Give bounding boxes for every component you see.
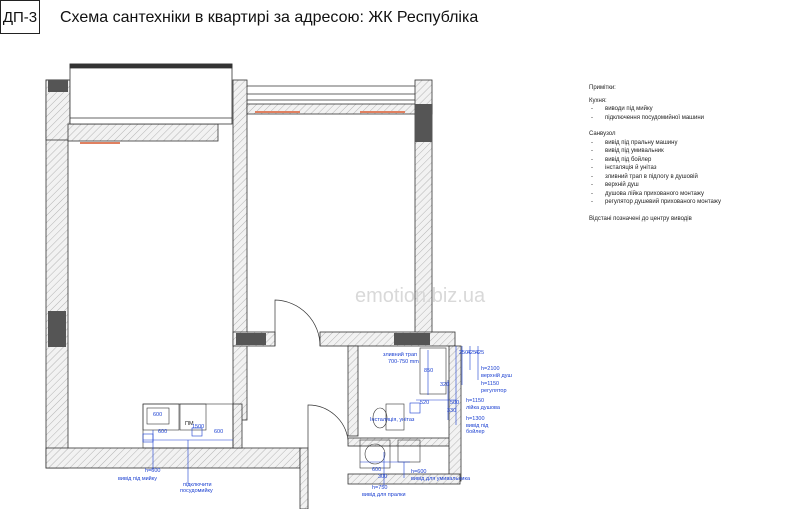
list-item: - інсталяція й унітаз (589, 164, 721, 173)
handshower-label: лійка душова (466, 405, 500, 411)
boiler-label: вивід під (466, 423, 489, 429)
list-item: - душова лійка прихованого монтажу (589, 190, 721, 199)
regulator-height: h=1150 (481, 381, 500, 387)
list-item: - вивід під бойлер (589, 156, 721, 165)
door-swing (308, 405, 348, 448)
dim-label: 600 (158, 429, 168, 435)
outlet-marker (143, 434, 153, 442)
handshower-height: h=1150 (466, 398, 485, 404)
list-item: - підключення посудомийної машини (589, 114, 721, 123)
wall-bath-left (348, 346, 358, 436)
list-item: - виводи під мийку (589, 105, 721, 114)
column (48, 311, 66, 347)
dim-label: 425 (467, 350, 477, 356)
list-item: - вивід під умивальник (589, 147, 721, 156)
dim-label: 1500 (192, 424, 205, 430)
dim-label: 300 (378, 474, 388, 480)
dim-label: 320 (440, 382, 450, 388)
basin-label: вивід для умивальника (411, 476, 471, 482)
dim-label: 500 (450, 400, 460, 406)
bath-annotations (362, 350, 512, 498)
wall-bath-inner (348, 438, 458, 446)
dim-label: 330 (447, 408, 457, 414)
basin-height: h=600 (411, 469, 427, 475)
dim-label: 600 (372, 467, 382, 473)
sink-height: h=600 (145, 468, 161, 474)
dim-label: 425 (475, 350, 485, 356)
dishwasher-label: посудомийку (180, 488, 213, 494)
dim-label: 600 (214, 429, 224, 435)
washer-label: вивід для пралки (362, 492, 406, 498)
regulator-label: регулятор (481, 388, 507, 394)
shower-label: верхній душ (481, 373, 512, 379)
dim-label: 850 (424, 368, 434, 374)
wall-partition (233, 80, 247, 420)
washer-height: h=750 (372, 485, 388, 491)
drain-label: зливний трап (383, 352, 417, 358)
boiler-height: h=1300 (466, 416, 485, 422)
door-swing (275, 300, 320, 346)
list-item: - верхній душ (589, 181, 721, 190)
washer-drum (365, 444, 385, 464)
dim-label: 520 (420, 400, 430, 406)
dim-label: 250 (459, 350, 469, 356)
bathroom-title: Санвузол (589, 131, 616, 137)
wall-bottom-stub (300, 448, 308, 509)
pm-label: ПМ (185, 421, 194, 427)
outlet-marker (410, 403, 420, 413)
column (394, 333, 430, 345)
sheet-code: ДП-3 (0, 0, 40, 34)
list-item: - вивід під пральну машину (589, 139, 721, 148)
install-label: Інсталяція, унітаз (370, 417, 415, 423)
wall-door-right (320, 332, 455, 346)
dim-label: 600 (153, 412, 163, 418)
wall-kitchen-right (233, 404, 242, 448)
notes-footer: Відстані позначені до центру виводів (589, 215, 692, 222)
drain-label: 700-750 mm (388, 359, 419, 365)
list-item: - зливний трап в підлогу в душовій (589, 173, 721, 182)
balcony-box (70, 64, 232, 124)
column (236, 333, 266, 345)
wall-bottom-left (46, 448, 300, 468)
sink-label: вивід під мийку (118, 476, 157, 482)
notes-heading: Примітки: (589, 85, 616, 91)
page-title: Схема сантехніки в квартирі за адресою: ЖК Республіка (60, 9, 479, 26)
doors (275, 300, 348, 448)
watermark: emotion.biz.ua (355, 285, 486, 307)
dishwasher-label: підключити (183, 482, 212, 488)
column (415, 104, 432, 142)
balcony-edge (70, 64, 232, 68)
boiler-label: бойлер (466, 429, 485, 435)
shower-height: h=2100 (481, 366, 500, 372)
list-item: - регулятор душевий прихованого монтажу (589, 198, 721, 207)
wall-top-left (68, 124, 218, 141)
column (48, 80, 68, 92)
kitchen-title: Кухня: (589, 97, 607, 104)
bath-fixtures (360, 348, 446, 468)
